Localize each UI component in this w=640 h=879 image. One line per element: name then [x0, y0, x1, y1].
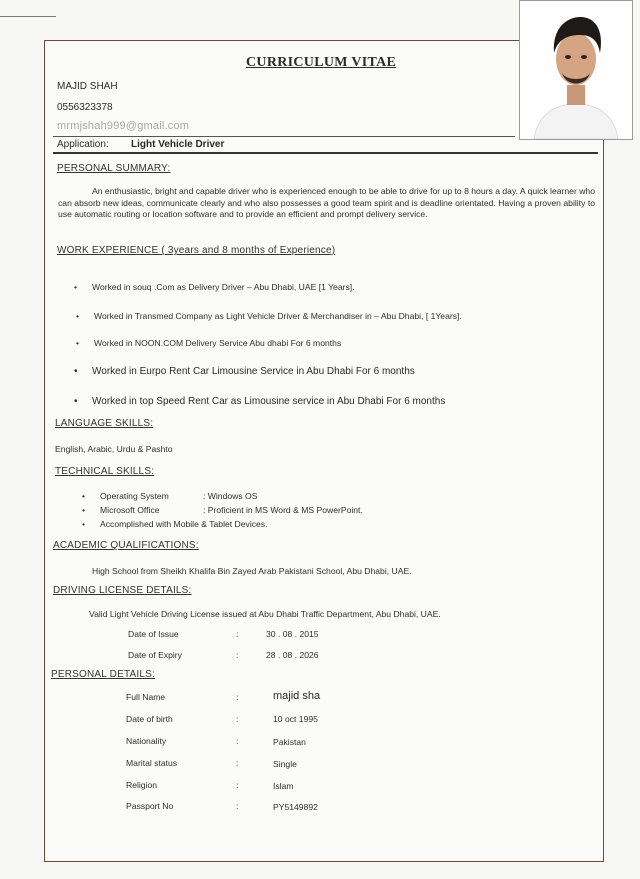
personal-row-sep: : [236, 736, 239, 746]
language-heading: LANGUAGE SKILLS: [55, 418, 154, 429]
experience-item: • Worked in top Speed Rent Car as Limousine service in Abu Dhabi For 6 months [92, 396, 445, 407]
license-heading: DRIVING LICENSE DETAILS: [53, 585, 192, 596]
academic-text: High School from Sheikh Khalifa Bin Zayed Arab Pakistani School, Abu Dhabi, UAE. [92, 566, 412, 576]
license-row-value: 28 . 08 . 2026 [266, 650, 319, 660]
technical-item-label: • Accomplished with Mobile & Tablet Devices. [100, 519, 268, 531]
personal-row-label: Religion [126, 780, 158, 790]
summary-text: An enthusiastic, bright and capable driver who is experienced enough to be able to drive for up to 8 hours a day. A quick learner who can absorb new ideas, communicate clearly and who also possesses a good team spirit and is deadline orientated. Having a proven ability to use automatic routing or location software and to provide an efficient and prompt delivery service. [58, 186, 595, 219]
license-row-label: Date of Issue [128, 629, 179, 639]
technical-heading: TECHNICAL SKILLS: [55, 466, 155, 477]
experience-item: • Worked in Transmed Company as Light Vehicle Driver & Merchandiser in – Abu Dhabi, [ 1Years]. [94, 311, 462, 323]
personal-row-value: PY5149892 [273, 802, 318, 812]
personal-heading: PERSONAL DETAILS: [51, 669, 155, 680]
personal-row-value: Pakistan [273, 737, 306, 747]
experience-item: • Worked in souq .Com as Delivery Driver – Abu Dhabi, UAE [1 Years]. [92, 282, 355, 294]
experience-heading: WORK EXPERIENCE ( 3years and 8 months of Experience) [57, 245, 336, 256]
technical-item-value: : Proficient in MS Word & MS PowerPoint. [203, 505, 363, 515]
license-text: Valid Light Vehicle Driving License issued at Abu Dhabi Traffic Department, Abu Dhabi, UAE. [89, 609, 441, 619]
experience-item: • Worked in NOON.COM Delivery Service Abu dhabi For 6 months [94, 338, 341, 350]
candidate-phone: 0556323378 [57, 102, 113, 113]
header-divider [53, 152, 598, 154]
personal-row-value: majid sha [273, 690, 321, 702]
profile-photo [519, 0, 633, 140]
personal-row-sep: : [236, 780, 239, 790]
personal-row-sep: : [236, 758, 239, 768]
language-text: English, Arabic, Urdu & Pashto [55, 444, 173, 454]
personal-row-label: Date of birth [126, 714, 173, 724]
divider [53, 136, 515, 137]
personal-row-label: Passport No [126, 801, 174, 811]
technical-item-label: • Operating System [100, 491, 169, 503]
candidate-email[interactable]: mrmjshah999@gmail.com [57, 120, 190, 132]
personal-row-value: Islam [273, 781, 294, 791]
technical-item-label: • Microsoft Office [100, 505, 160, 517]
academic-heading: ACADEMIC QUALIFICATIONS: [53, 540, 199, 551]
personal-row-sep: : [236, 801, 239, 811]
personal-row-label: Full Name [126, 692, 166, 702]
technical-item-value: : Windows OS [203, 491, 258, 501]
person-photo-icon [520, 1, 632, 139]
experience-item: • Worked in Eurpo Rent Car Limousine Service in Abu Dhabi For 6 months [92, 366, 415, 377]
personal-row-sep: : [236, 714, 239, 724]
application-label: Application: [57, 139, 109, 150]
application-value: Light Vehicle Driver [131, 139, 225, 150]
license-row-sep: : [236, 629, 239, 639]
personal-row-value: 10 oct 1995 [273, 714, 318, 724]
personal-row-value: Single [273, 759, 297, 769]
scan-mark [0, 16, 56, 17]
license-row-value: 30 . 08 . 2015 [266, 629, 319, 639]
page-title: CURRICULUM VITAE [246, 55, 397, 70]
summary-heading: PERSONAL SUMMARY: [57, 163, 171, 174]
personal-row-sep: : [236, 692, 239, 702]
candidate-name: MAJID SHAH [57, 81, 118, 92]
personal-row-label: Nationality [126, 736, 167, 746]
license-row-sep: : [236, 650, 239, 660]
personal-row-label: Marital status [126, 758, 178, 768]
license-row-label: Date of Expiry [128, 650, 182, 660]
